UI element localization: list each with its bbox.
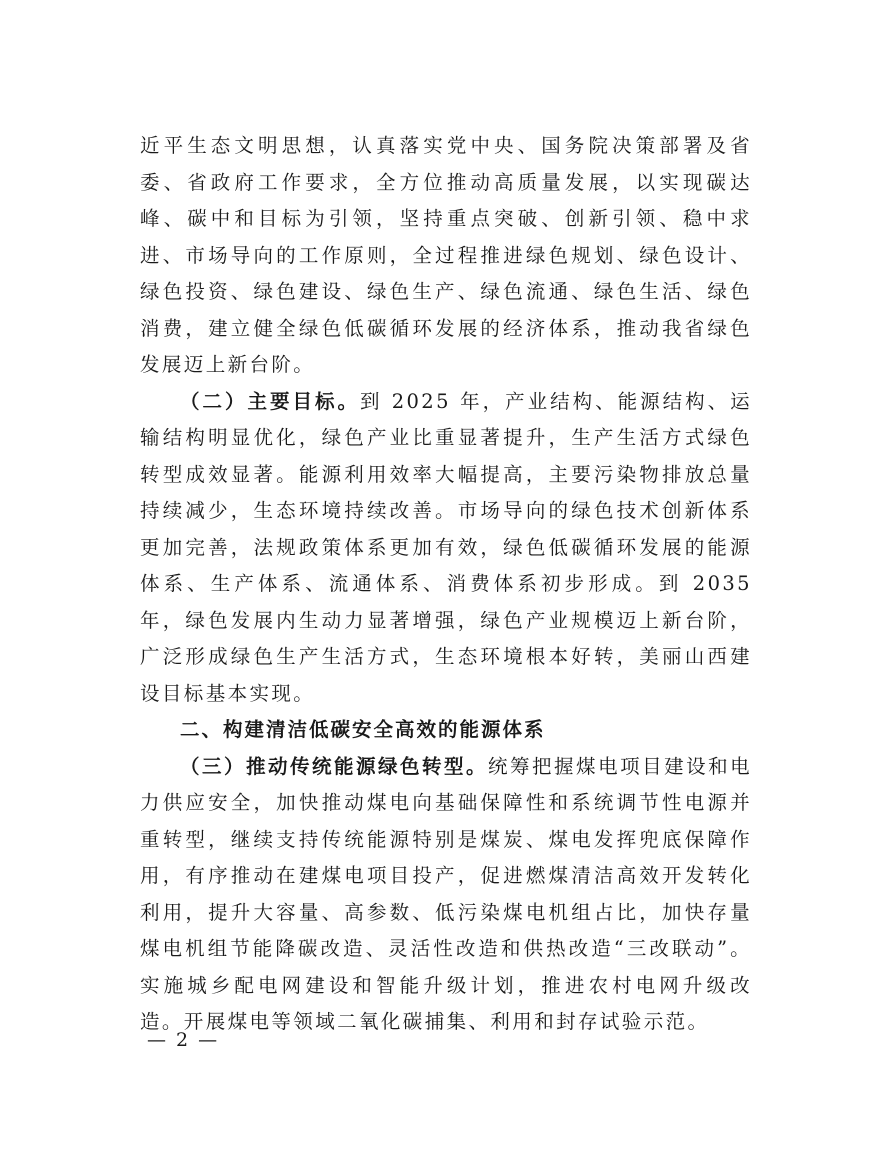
document-body bbox=[140, 128, 752, 1041]
paragraph-traditional-energy bbox=[140, 749, 752, 1041]
paragraph-guiding-thought bbox=[140, 128, 752, 384]
paragraph-text: 统筹把握煤电项目建设和电力供应安全，加快推动煤电向基础保障性和系统调节性电源并重转型，继续支持传统能源特别是煤炭、煤电发挥兜底保障作用，有序推动在建煤电项目投产，促进燃煤清洁高效开发转化利用，提升大容量、高参数、低污染煤电机组占比，加快存量煤电机组节能降碳改造、灵活性改造和供热改造“三改联动”。实施城乡配电网建设和智能升级计划，推进农村电网升级改造。开展煤电等领域二氧化碳捕集、利用和封存试验示范。 bbox=[140, 754, 752, 1033]
paragraph-text: 到 2025 年，产业结构、能源结构、运输结构明显优化，绿色产业比重显著提升，生产生活方式绿色转型成效显著。能源利用效率大幅提高，主要污染物排放总量持续减少，生态环境持续改善。市场导向的绿色技术创新体系更加完善，法规政策体系更加有效，绿色低碳循环发展的能源体系、生产体系、流通体系、消费体系初步形成。到 2035 年，绿色发展内生动力显著增强，绿色产业规模迈上新台阶，广泛形成绿色生产生活方式，生态环境根本好转，美丽山西建设目标基本实现。 bbox=[140, 389, 753, 705]
page-number: — 2 — bbox=[147, 1029, 220, 1051]
paragraph-text: 近平生态文明思想，认真落实党中央、国务院决策部署及省委、省政府工作要求，全方位推动高质量发展，以实现碳达峰、碳中和目标为引领，坚持重点突破、创新引领、稳中求进、市场导向的工作原则，全过程推进绿色规划、绿色设计、绿色投资、绿色建设、绿色生产、绿色流通、绿色生活、绿色消费，建立健全绿色低碳循环发展的经济体系，推动我省绿色发展迈上新台阶。 bbox=[140, 134, 752, 376]
paragraph-lead-main-goals: （二）主要目标。 bbox=[180, 389, 360, 413]
paragraph-lead-traditional-energy: （三）推动传统能源绿色转型。 bbox=[180, 754, 489, 778]
section-heading: 二、构建清洁低碳安全高效的能源体系 bbox=[180, 718, 546, 741]
paragraph-main-goals bbox=[140, 384, 752, 713]
